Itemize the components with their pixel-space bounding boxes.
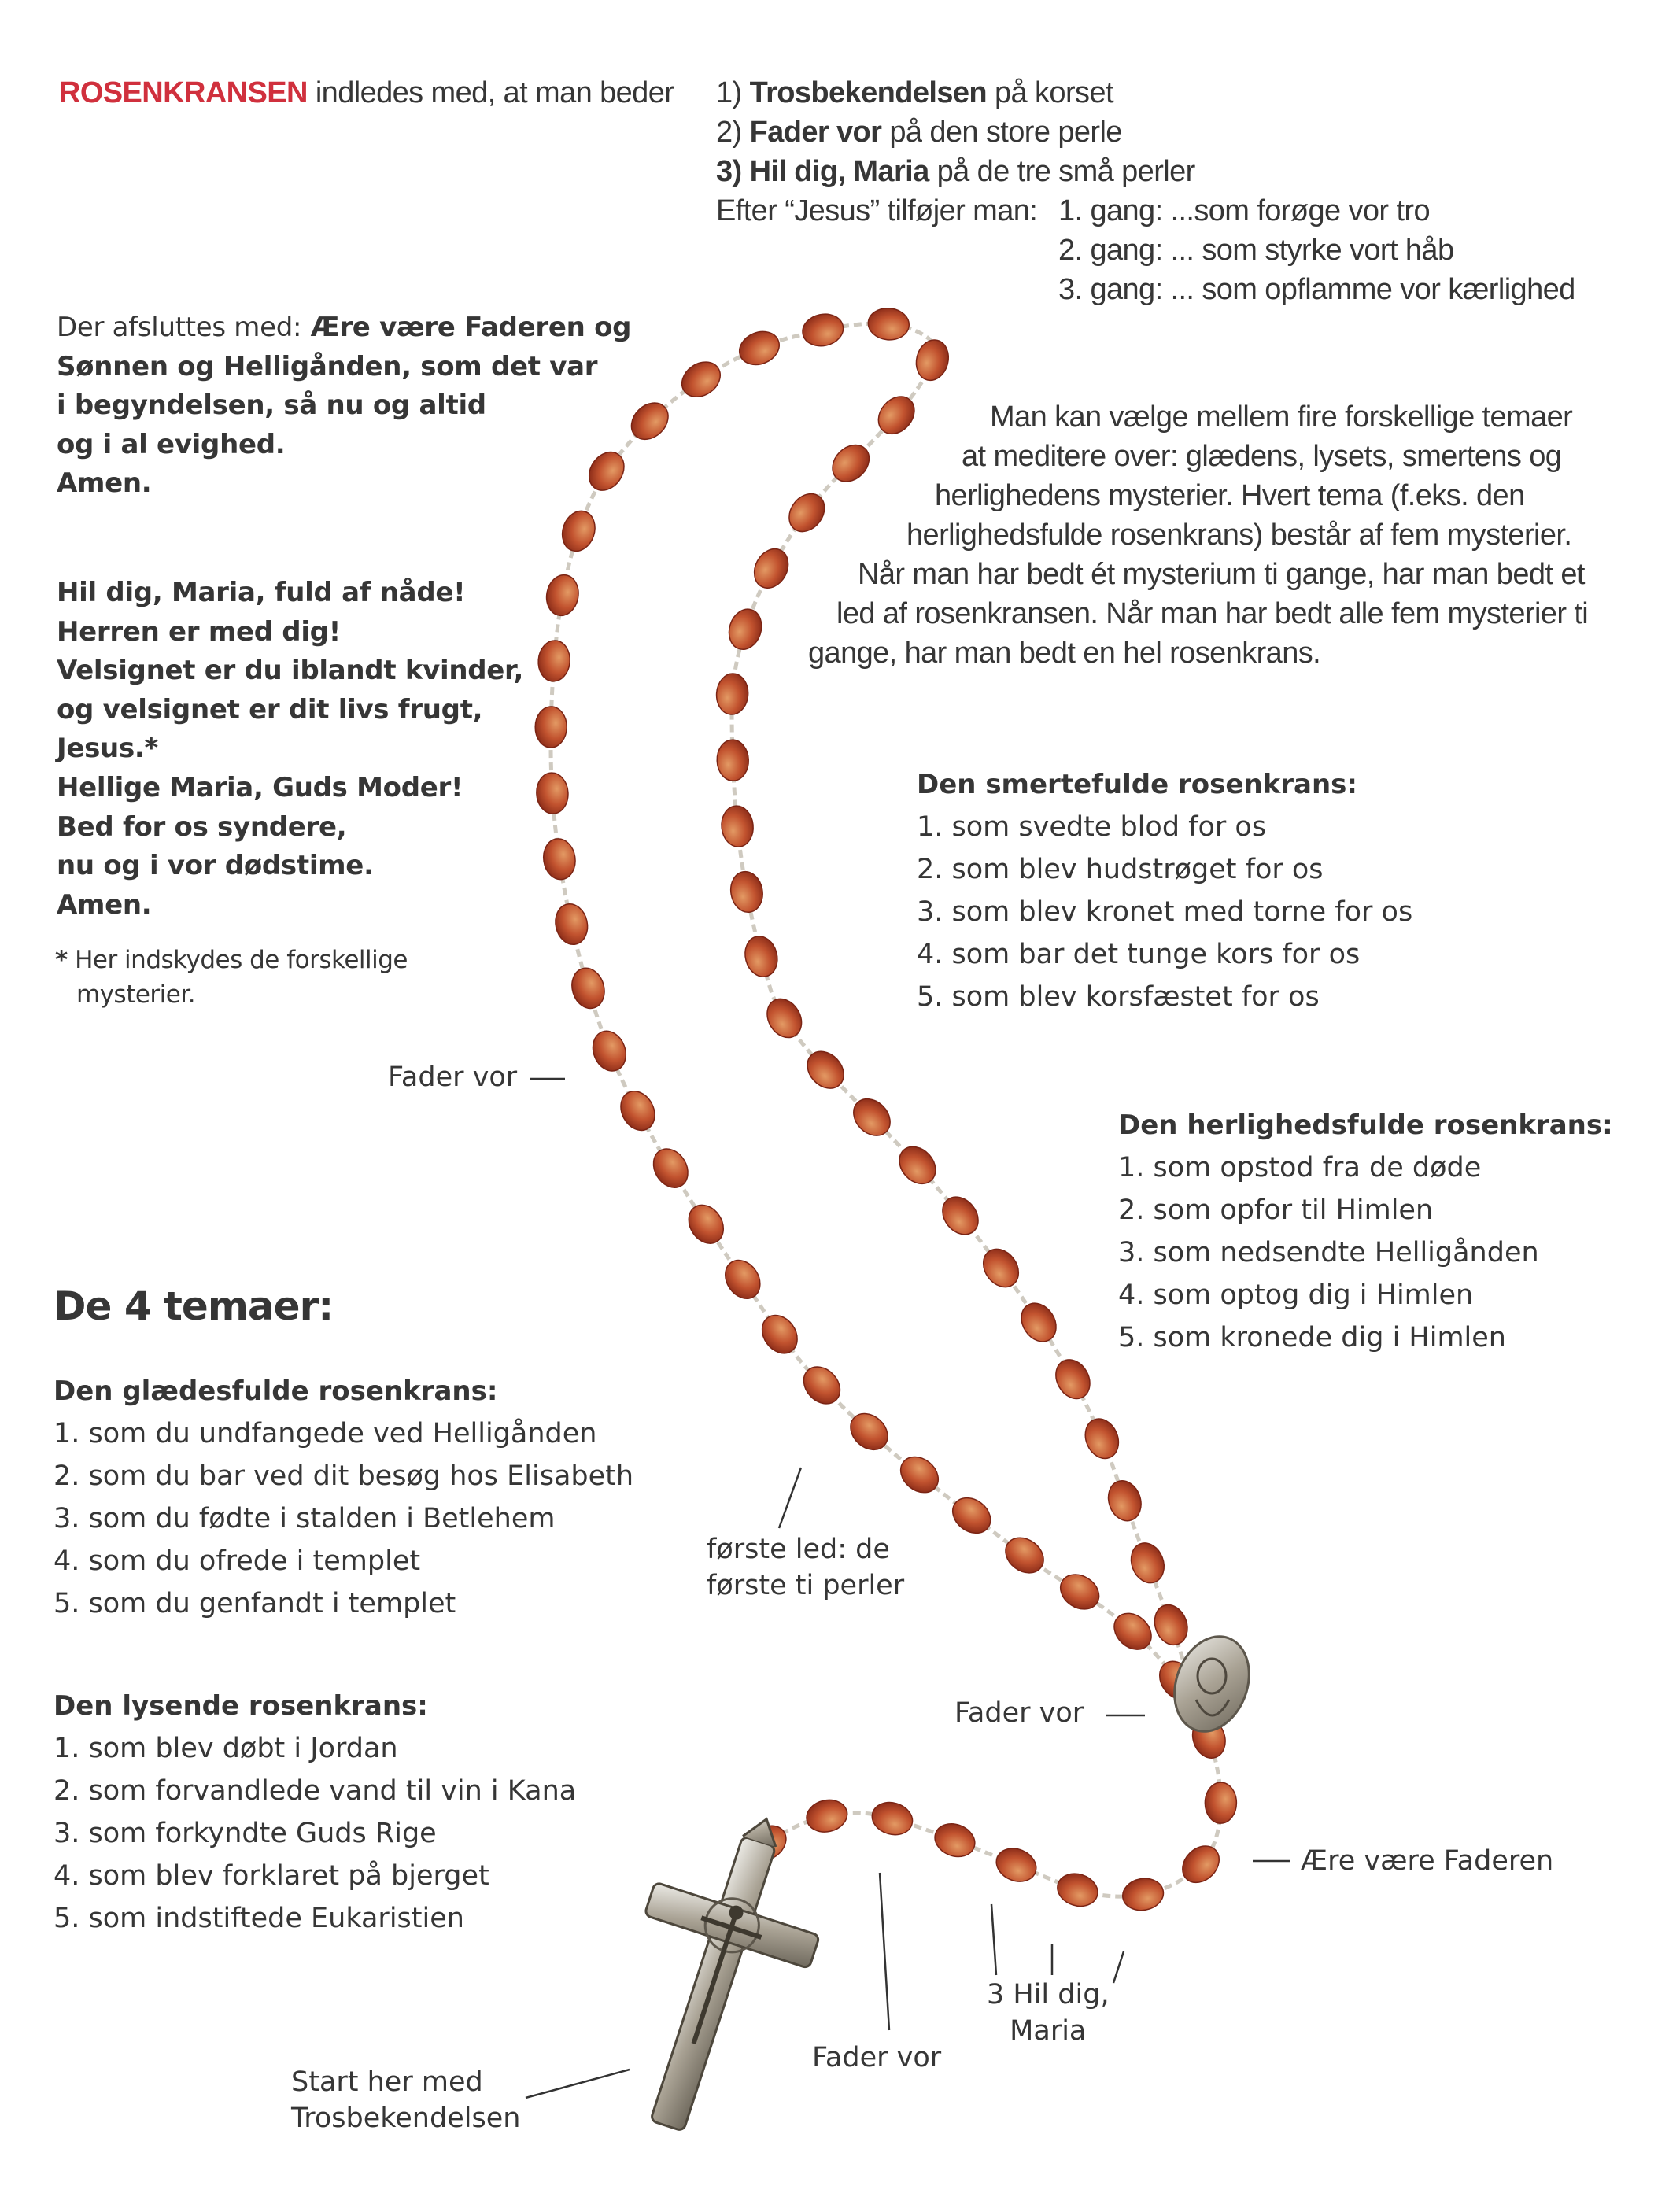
label-fader-vor-lower: Fader vor (812, 2042, 942, 2073)
mystery-item: 2. som blev hudstrøget for os (917, 854, 1324, 885)
rosary-bead (587, 1026, 631, 1076)
gang-1: 1. gang: ...som forøge vor tro (1058, 194, 1430, 227)
mystery-item: 5. som du genfandt i templet (54, 1588, 456, 1619)
intro-step-2 (716, 113, 1122, 152)
mystery-item: 5. som indstiftede Eukaristien (54, 1903, 464, 1934)
label-fader-vor-upper: Fader vor (388, 1062, 518, 1093)
hail-mary-prayer (57, 574, 523, 925)
rosary-bead (541, 836, 578, 881)
rosary-bead (1014, 1297, 1063, 1348)
rosary-bead (760, 992, 808, 1043)
rosary-bead (624, 396, 675, 447)
hail-mary-line: Bed for os syndere, (57, 810, 347, 843)
rosary-bead (867, 307, 910, 342)
mystery-item: 2. som opfor til Himlen (1118, 1194, 1434, 1226)
step-bold: Hil dig, Maria (749, 155, 929, 188)
rosary-bead (724, 605, 766, 654)
rosary-bead (718, 1254, 767, 1305)
rosary-bead (1054, 1869, 1102, 1911)
rosary-bead (999, 1530, 1050, 1580)
rosary-bead (755, 1309, 804, 1361)
step-rest: på den store perle (889, 116, 1122, 149)
hail-mary-line: og velsignet er dit livs frugt, (57, 693, 483, 726)
mystery-item: 5. som kronede dig i Himlen (1118, 1322, 1506, 1353)
explanation-line: gange, har man bedt en hel rosenkrans. (808, 637, 1321, 670)
label-forste-led (707, 1531, 904, 1604)
rosary-bead (1103, 1476, 1146, 1525)
step-number: 2) (716, 116, 742, 149)
theme-lysende (54, 1685, 576, 1940)
mystery-item: 1. som du undfangede ved Helligånden (54, 1418, 597, 1449)
rosary-bead (537, 639, 571, 682)
label-line: Maria (1010, 2015, 1087, 2047)
closing-line: i begyndelsen, så nu og altid (57, 390, 486, 422)
rosary-bead (1149, 1601, 1192, 1650)
hail-mary-line: Herren er med dig! (57, 615, 341, 648)
closing-line: og i al evighed. (57, 428, 286, 460)
closing-prayer (57, 308, 631, 504)
intro-line (59, 73, 674, 113)
step-number: 1) (716, 76, 742, 109)
rosary-bead (930, 1818, 980, 1863)
rosary-bead (1176, 1839, 1227, 1890)
rosary-bead (1054, 1567, 1105, 1616)
theme-title: Den smertefulde rosenkrans: (917, 769, 1358, 800)
explanation-line: herlighedens mysterier. Hvert tema (f.eks. den (935, 479, 1525, 512)
rosary-bead (716, 739, 749, 781)
explanation-line: Man kan vælge mellem fire forskellige temaer (990, 401, 1573, 434)
step-bold: Fader vor (749, 116, 882, 149)
theme-title: Den glædesfulde rosenkrans: (54, 1375, 498, 1407)
theme-smertefulde (917, 763, 1412, 1018)
label-line: Trosbekendelsen (291, 2103, 521, 2134)
rosary-bead (734, 326, 784, 371)
intro-lead: indledes med, at man beder (315, 76, 674, 109)
rosary-bead (1121, 1875, 1166, 1913)
rosary-bead (976, 1242, 1025, 1294)
label-line: 3 Hil dig, (987, 1979, 1110, 2010)
rosary-bead (720, 804, 755, 848)
rosary-bead (946, 1490, 998, 1540)
footnote (55, 943, 408, 1012)
theme-herlighedsfulde (1118, 1104, 1613, 1359)
closing-line: Amen. (57, 467, 152, 500)
footnote-mark: * (55, 946, 68, 974)
label-line: første led: de (707, 1534, 890, 1565)
footnote-line: Her indskydes de forskellige (75, 946, 408, 974)
gang-3: 3. gang: ... som opflamme vor kærlighed (1058, 273, 1575, 306)
label-hil-dig-maria (987, 1977, 1110, 2049)
rosary-bead (912, 337, 953, 384)
mystery-item: 3. som du fødte i stalden i Betlehem (54, 1503, 556, 1534)
explanation-line: herlighedsfulde rosenkrans) består af fem mysterier. (906, 519, 1572, 552)
mystery-item: 4. som bar det tunge kors for os (917, 939, 1361, 970)
closing-line: Sønnen og Helligånden, som det var (57, 350, 598, 382)
rosary-bead (647, 1143, 695, 1194)
rosary-bead (535, 772, 569, 815)
rosary-bead (799, 311, 846, 350)
mystery-item: 3. som forkyndte Guds Rige (54, 1818, 437, 1849)
mystery-item: 4. som du ofrede i templet (54, 1545, 421, 1577)
step-rest: på korset (995, 76, 1113, 109)
label-start-her (291, 2064, 520, 2136)
hail-mary-line: nu og i vor dødstime. (57, 850, 374, 882)
hail-mary-line: Hellige Maria, Guds Moder! (57, 771, 463, 803)
rosary-bead (728, 869, 766, 914)
rosary-bead (803, 1796, 851, 1836)
mystery-item: 1. som opstod fra de døde (1118, 1152, 1482, 1183)
rosary-bead (1080, 1413, 1124, 1464)
label-line: Start her med (291, 2066, 483, 2098)
intro-step-1 (716, 73, 1113, 113)
closing-prefix: Der afsluttes med: (57, 312, 302, 343)
rosary-bead (1125, 1538, 1169, 1588)
rosary-bead (868, 1798, 916, 1840)
mystery-item: 4. som optog dig i Himlen (1118, 1279, 1474, 1311)
step-bold: Trosbekendelsen (749, 76, 988, 109)
rosary-bead (991, 1843, 1041, 1888)
label-line: første ti perler (707, 1570, 905, 1601)
rosary-bead (675, 355, 726, 404)
theme-title: Den herlighedsfulde rosenkrans: (1118, 1110, 1613, 1141)
intro-keyword: ROSENKRANSEN (59, 76, 308, 109)
step-rest: på de tre små perler (936, 155, 1195, 188)
rosary-bead (715, 673, 750, 716)
rosary-bead (544, 572, 582, 618)
theme-title: Den lysende rosenkrans: (54, 1690, 428, 1722)
step-number: 3) (716, 155, 742, 188)
closing-line: Ære være Faderen og (310, 312, 632, 343)
mystery-item: 4. som blev forklaret på bjerget (54, 1860, 489, 1892)
theme-glaedesfulde (54, 1370, 633, 1625)
mystery-item: 3. som nedsendte Helligånden (1118, 1237, 1539, 1268)
crucifix (585, 1793, 849, 2153)
intro-step-3 (716, 152, 1195, 191)
explanation-line: led af rosenkransen. Når man har bedt alle fem mysterier ti (836, 597, 1589, 630)
rosary-bead (748, 543, 795, 594)
hail-mary-line: Velsignet er du iblandt kvinder, (57, 655, 524, 687)
label-fader-vor-medal: Fader vor (954, 1697, 1084, 1729)
footnote-line: mysterier. (76, 980, 196, 1009)
mystery-item: 1. som blev døbt i Jordan (54, 1733, 398, 1764)
rosary-bead (567, 964, 609, 1012)
explanation-line: Når man har bedt ét mysterium ti gange, har man bedt et (858, 558, 1585, 591)
label-aere-vaere-faderen: Ære være Faderen (1301, 1845, 1554, 1877)
rosary-bead (1205, 1782, 1236, 1823)
efter-jesus-prefix: Efter “Jesus” tilføjer man: (716, 194, 1038, 227)
hail-mary-line: Jesus.* (57, 733, 158, 765)
rosary-bead (557, 507, 600, 556)
mystery-item: 2. som forvandlede vand til vin i Kana (54, 1775, 577, 1807)
mystery-item: 3. som blev kronet med torne for os (917, 896, 1413, 928)
hail-mary-line: Amen. (57, 888, 152, 921)
rosary-bead (892, 1139, 943, 1191)
rosary-bead (936, 1190, 986, 1242)
mystery-item: 2. som du bar ved dit besøg hos Elisabeth (54, 1460, 634, 1492)
rosary-bead (681, 1198, 730, 1250)
rosary-bead (615, 1085, 662, 1136)
hail-mary-line: Hil dig, Maria, fuld af nåde! (57, 577, 466, 608)
rosary-bead (740, 932, 781, 980)
explanation-line: at meditere over: glædens, lysets, smertens og (962, 440, 1562, 473)
rosary-bead (782, 487, 832, 539)
mystery-item: 5. som blev korsfæstet for os (917, 981, 1320, 1013)
mystery-item: 1. som svedte blod for os (917, 811, 1267, 843)
rosary-bead (1049, 1353, 1096, 1405)
rosary-bead (535, 707, 567, 748)
rosary-bead (552, 901, 591, 947)
rosary-bead (894, 1449, 946, 1500)
themes-heading: De 4 temaer: (54, 1283, 334, 1329)
gang-2: 2. gang: ... som styrke vort håb (1058, 234, 1454, 267)
